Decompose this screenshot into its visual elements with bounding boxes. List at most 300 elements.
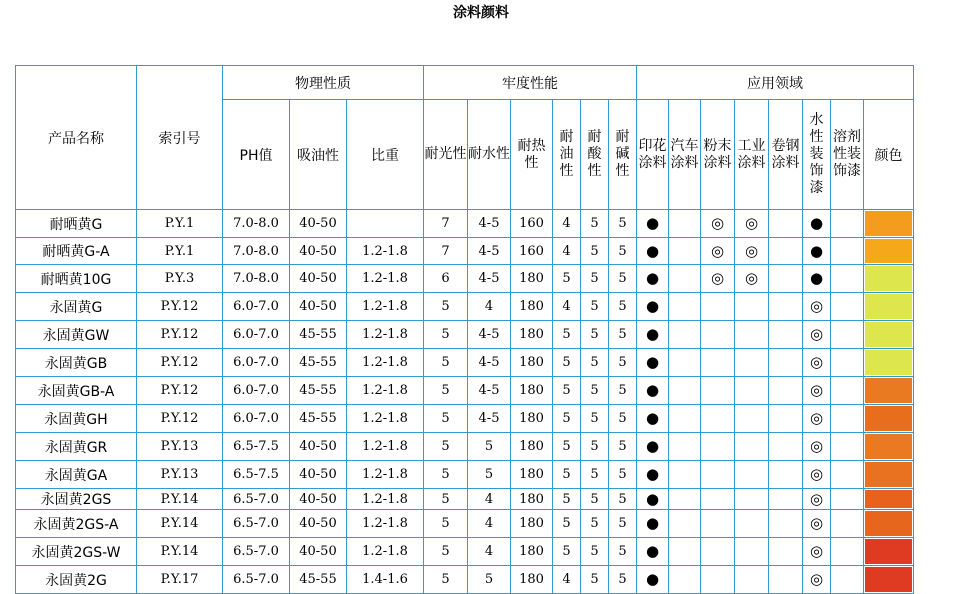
cell-sg: 1.2-1.8 — [347, 510, 424, 538]
cell-index: P.Y.13 — [137, 461, 223, 489]
cell-industrial — [735, 433, 769, 461]
cell-auto — [669, 265, 701, 293]
cell-powder — [701, 489, 735, 510]
cell-light: 5 — [424, 321, 468, 349]
cell-water: 4-5 — [468, 210, 511, 238]
cell-alkali: 5 — [609, 510, 637, 538]
header-auto: 汽车涂料 — [669, 100, 701, 210]
cell-solvent — [831, 510, 864, 538]
cell-heat: 180 — [511, 293, 553, 321]
cell-light: 5 — [424, 377, 468, 405]
color-swatch-cell — [864, 538, 914, 566]
page-title: 涂料颜料 — [453, 5, 509, 21]
cell-auto — [669, 405, 701, 433]
header-acid: 耐酸性 — [581, 100, 609, 210]
cell-name: 永固黄GW — [16, 321, 137, 349]
cell-index: P.Y.12 — [137, 321, 223, 349]
cell-powder: ◎ — [701, 210, 735, 238]
cell-index: P.Y.12 — [137, 405, 223, 433]
cell-oil-abs: 45-55 — [290, 377, 347, 405]
cell-name: 耐晒黄G — [16, 210, 137, 238]
cell-solvent — [831, 461, 864, 489]
cell-industrial — [735, 293, 769, 321]
cell-industrial — [735, 510, 769, 538]
cell-printing: ● — [637, 265, 669, 293]
cell-alkali: 5 — [609, 489, 637, 510]
color-swatch — [865, 378, 912, 403]
header-powder: 粉末涂料 — [701, 100, 735, 210]
cell-acid: 5 — [581, 377, 609, 405]
header-solvent: 溶剂性装饰漆 — [831, 100, 864, 210]
cell-name: 永固黄2GS-W — [16, 538, 137, 566]
table-row — [16, 293, 914, 321]
cell-oil: 5 — [553, 377, 581, 405]
cell-solvent — [831, 321, 864, 349]
cell-light: 5 — [424, 566, 468, 594]
cell-heat: 180 — [511, 433, 553, 461]
cell-powder: ◎ — [701, 265, 735, 293]
color-swatch — [865, 567, 912, 592]
cell-ph: 7.0-8.0 — [223, 210, 290, 238]
cell-waterborne: ◎ — [803, 433, 831, 461]
cell-ph: 7.0-8.0 — [223, 238, 290, 265]
cell-light: 5 — [424, 461, 468, 489]
cell-coil — [769, 210, 803, 238]
cell-alkali: 5 — [609, 265, 637, 293]
cell-ph: 6.5-7.5 — [223, 461, 290, 489]
cell-light: 5 — [424, 293, 468, 321]
cell-name: 永固黄GR — [16, 433, 137, 461]
cell-coil — [769, 538, 803, 566]
cell-light: 5 — [424, 510, 468, 538]
cell-printing: ● — [637, 238, 669, 265]
color-swatch-cell — [864, 210, 914, 238]
cell-solvent — [831, 433, 864, 461]
cell-heat: 180 — [511, 566, 553, 594]
cell-sg: 1.2-1.8 — [347, 433, 424, 461]
cell-auto — [669, 293, 701, 321]
cell-oil-abs: 40-50 — [290, 510, 347, 538]
table-row — [16, 349, 914, 377]
cell-oil-abs: 40-50 — [290, 265, 347, 293]
cell-industrial: ◎ — [735, 265, 769, 293]
cell-printing: ● — [637, 293, 669, 321]
header-color: 颜色 — [864, 100, 914, 210]
header-coil: 卷钢涂料 — [769, 100, 803, 210]
cell-index: P.Y.1 — [137, 210, 223, 238]
cell-ph: 7.0-8.0 — [223, 265, 290, 293]
cell-printing: ● — [637, 377, 669, 405]
color-swatch-cell — [864, 238, 914, 265]
color-swatch — [865, 406, 912, 431]
cell-name: 永固黄G — [16, 293, 137, 321]
cell-coil — [769, 349, 803, 377]
cell-oil-abs: 40-50 — [290, 433, 347, 461]
cell-ph: 6.5-7.5 — [223, 433, 290, 461]
cell-oil: 4 — [553, 566, 581, 594]
cell-index: P.Y.1 — [137, 238, 223, 265]
cell-light: 7 — [424, 238, 468, 265]
cell-industrial — [735, 405, 769, 433]
cell-light: 5 — [424, 405, 468, 433]
cell-industrial: ◎ — [735, 238, 769, 265]
cell-alkali: 5 — [609, 566, 637, 594]
color-swatch-cell — [864, 349, 914, 377]
cell-alkali: 5 — [609, 293, 637, 321]
cell-acid: 5 — [581, 538, 609, 566]
cell-ph: 6.5-7.0 — [223, 510, 290, 538]
cell-sg: 1.2-1.8 — [347, 489, 424, 510]
cell-oil: 5 — [553, 510, 581, 538]
cell-coil — [769, 238, 803, 265]
cell-coil — [769, 377, 803, 405]
cell-printing: ● — [637, 321, 669, 349]
cell-index: P.Y.13 — [137, 433, 223, 461]
header-industrial: 工业涂料 — [735, 100, 769, 210]
header-printing: 印花涂料 — [637, 100, 669, 210]
cell-alkali: 5 — [609, 433, 637, 461]
cell-auto — [669, 566, 701, 594]
cell-powder — [701, 510, 735, 538]
table-row — [16, 433, 914, 461]
color-swatch-cell — [864, 489, 914, 510]
color-swatch-cell — [864, 405, 914, 433]
cell-oil: 5 — [553, 489, 581, 510]
cell-name: 永固黄GB — [16, 349, 137, 377]
cell-heat: 180 — [511, 377, 553, 405]
cell-acid: 5 — [581, 461, 609, 489]
table-row — [16, 210, 914, 238]
header-oil-absorption: 吸油性 — [290, 100, 347, 210]
color-swatch — [865, 211, 912, 236]
table-row — [16, 265, 914, 293]
cell-printing: ● — [637, 433, 669, 461]
cell-printing: ● — [637, 510, 669, 538]
cell-acid: 5 — [581, 210, 609, 238]
cell-light: 7 — [424, 210, 468, 238]
cell-index: P.Y.12 — [137, 293, 223, 321]
cell-water: 4-5 — [468, 405, 511, 433]
color-swatch-cell — [864, 321, 914, 349]
cell-water: 5 — [468, 566, 511, 594]
cell-coil — [769, 489, 803, 510]
cell-powder — [701, 405, 735, 433]
cell-ph: 6.0-7.0 — [223, 349, 290, 377]
cell-alkali: 5 — [609, 461, 637, 489]
color-swatch — [865, 434, 912, 459]
color-swatch-cell — [864, 433, 914, 461]
header-application: 应用领域 — [637, 66, 914, 100]
cell-coil — [769, 510, 803, 538]
cell-waterborne: ◎ — [803, 538, 831, 566]
cell-heat: 180 — [511, 405, 553, 433]
cell-industrial — [735, 321, 769, 349]
cell-printing: ● — [637, 489, 669, 510]
cell-index: P.Y.14 — [137, 538, 223, 566]
cell-solvent — [831, 566, 864, 594]
cell-auto — [669, 510, 701, 538]
cell-heat: 180 — [511, 510, 553, 538]
cell-ph: 6.5-7.0 — [223, 489, 290, 510]
cell-acid: 5 — [581, 238, 609, 265]
cell-alkali: 5 — [609, 405, 637, 433]
cell-auto — [669, 321, 701, 349]
table-row — [16, 377, 914, 405]
cell-printing: ● — [637, 210, 669, 238]
cell-powder: ◎ — [701, 238, 735, 265]
cell-oil-abs: 40-50 — [290, 238, 347, 265]
cell-solvent — [831, 538, 864, 566]
cell-powder — [701, 433, 735, 461]
cell-oil-abs: 45-55 — [290, 566, 347, 594]
cell-sg: 1.2-1.8 — [347, 461, 424, 489]
cell-oil: 5 — [553, 538, 581, 566]
color-swatch — [865, 462, 912, 487]
cell-oil: 5 — [553, 461, 581, 489]
table-row — [16, 510, 914, 538]
header-oil: 耐油性 — [553, 100, 581, 210]
cell-coil — [769, 293, 803, 321]
cell-index: P.Y.12 — [137, 349, 223, 377]
cell-solvent — [831, 489, 864, 510]
cell-heat: 180 — [511, 321, 553, 349]
cell-solvent — [831, 293, 864, 321]
cell-auto — [669, 349, 701, 377]
cell-printing: ● — [637, 349, 669, 377]
cell-coil — [769, 405, 803, 433]
cell-acid: 5 — [581, 405, 609, 433]
cell-alkali: 5 — [609, 321, 637, 349]
cell-industrial — [735, 489, 769, 510]
cell-waterborne: ◎ — [803, 321, 831, 349]
color-swatch — [865, 294, 912, 319]
cell-waterborne: ◎ — [803, 405, 831, 433]
cell-name: 永固黄GH — [16, 405, 137, 433]
cell-alkali: 5 — [609, 538, 637, 566]
header-alkali: 耐碱性 — [609, 100, 637, 210]
cell-heat: 160 — [511, 210, 553, 238]
cell-powder — [701, 461, 735, 489]
cell-oil: 5 — [553, 405, 581, 433]
cell-solvent — [831, 377, 864, 405]
color-swatch-cell — [864, 510, 914, 538]
cell-water: 5 — [468, 461, 511, 489]
cell-coil — [769, 461, 803, 489]
cell-powder — [701, 377, 735, 405]
header-product-name: 产品名称 — [16, 66, 137, 210]
cell-waterborne: ◎ — [803, 510, 831, 538]
cell-sg: 1.2-1.8 — [347, 405, 424, 433]
cell-oil: 4 — [553, 238, 581, 265]
cell-solvent — [831, 349, 864, 377]
header-index-no: 索引号 — [137, 66, 223, 210]
color-swatch-cell — [864, 461, 914, 489]
color-swatch — [865, 266, 912, 291]
cell-waterborne: ◎ — [803, 349, 831, 377]
cell-water: 4-5 — [468, 265, 511, 293]
header-water: 耐水性 — [468, 100, 511, 210]
cell-water: 4-5 — [468, 349, 511, 377]
cell-heat: 180 — [511, 489, 553, 510]
cell-water: 4 — [468, 510, 511, 538]
cell-index: P.Y.17 — [137, 566, 223, 594]
cell-light: 5 — [424, 489, 468, 510]
cell-water: 4-5 — [468, 377, 511, 405]
cell-oil: 5 — [553, 265, 581, 293]
cell-heat: 180 — [511, 538, 553, 566]
cell-name: 永固黄2GS-A — [16, 510, 137, 538]
cell-solvent — [831, 238, 864, 265]
cell-sg: 1.4-1.6 — [347, 566, 424, 594]
cell-water: 4 — [468, 293, 511, 321]
cell-oil: 5 — [553, 349, 581, 377]
cell-acid: 5 — [581, 510, 609, 538]
cell-alkali: 5 — [609, 210, 637, 238]
cell-auto — [669, 538, 701, 566]
cell-alkali: 5 — [609, 377, 637, 405]
cell-name: 永固黄2GS — [16, 489, 137, 510]
cell-water: 4 — [468, 489, 511, 510]
cell-light: 5 — [424, 349, 468, 377]
cell-sg: 1.2-1.8 — [347, 377, 424, 405]
cell-water: 4-5 — [468, 238, 511, 265]
cell-waterborne: ◎ — [803, 489, 831, 510]
cell-sg: 1.2-1.8 — [347, 293, 424, 321]
cell-name: 耐晒黄G-A — [16, 238, 137, 265]
header-waterborne: 水性装饰漆 — [803, 100, 831, 210]
cell-name: 耐晒黄10G — [16, 265, 137, 293]
cell-name: 永固黄GA — [16, 461, 137, 489]
cell-industrial — [735, 349, 769, 377]
color-swatch-cell — [864, 265, 914, 293]
cell-ph: 6.0-7.0 — [223, 405, 290, 433]
table-row — [16, 538, 914, 566]
cell-waterborne: ◎ — [803, 566, 831, 594]
cell-auto — [669, 377, 701, 405]
cell-waterborne: ◎ — [803, 377, 831, 405]
cell-auto — [669, 210, 701, 238]
cell-acid: 5 — [581, 265, 609, 293]
cell-oil: 4 — [553, 210, 581, 238]
cell-name: 永固黄2G — [16, 566, 137, 594]
color-swatch — [865, 511, 912, 536]
cell-waterborne: ● — [803, 265, 831, 293]
cell-oil: 5 — [553, 433, 581, 461]
cell-powder — [701, 321, 735, 349]
cell-oil-abs: 40-50 — [290, 489, 347, 510]
cell-oil-abs: 45-55 — [290, 349, 347, 377]
cell-acid: 5 — [581, 566, 609, 594]
cell-ph: 6.0-7.0 — [223, 321, 290, 349]
cell-sg: 1.2-1.8 — [347, 538, 424, 566]
cell-coil — [769, 566, 803, 594]
cell-oil-abs: 40-50 — [290, 538, 347, 566]
cell-acid: 5 — [581, 433, 609, 461]
cell-acid: 5 — [581, 489, 609, 510]
cell-solvent — [831, 210, 864, 238]
cell-oil-abs: 45-55 — [290, 405, 347, 433]
cell-ph: 6.5-7.0 — [223, 538, 290, 566]
cell-sg — [347, 210, 424, 238]
cell-oil: 4 — [553, 293, 581, 321]
cell-index: P.Y.3 — [137, 265, 223, 293]
cell-water: 5 — [468, 433, 511, 461]
table-row — [16, 461, 914, 489]
cell-acid: 5 — [581, 293, 609, 321]
cell-heat: 180 — [511, 461, 553, 489]
cell-light: 5 — [424, 538, 468, 566]
cell-index: P.Y.12 — [137, 377, 223, 405]
cell-printing: ● — [637, 461, 669, 489]
cell-auto — [669, 489, 701, 510]
cell-heat: 160 — [511, 238, 553, 265]
cell-printing: ● — [637, 566, 669, 594]
cell-waterborne: ◎ — [803, 293, 831, 321]
cell-index: P.Y.14 — [137, 489, 223, 510]
cell-auto — [669, 238, 701, 265]
cell-ph: 6.0-7.0 — [223, 293, 290, 321]
color-swatch — [865, 239, 912, 263]
cell-oil: 5 — [553, 321, 581, 349]
color-swatch-cell — [864, 377, 914, 405]
header-fastness: 牢度性能 — [424, 66, 637, 100]
cell-sg: 1.2-1.8 — [347, 349, 424, 377]
cell-industrial — [735, 461, 769, 489]
cell-oil-abs: 40-50 — [290, 210, 347, 238]
cell-heat: 180 — [511, 265, 553, 293]
cell-industrial — [735, 566, 769, 594]
cell-name: 永固黄GB-A — [16, 377, 137, 405]
cell-waterborne: ● — [803, 210, 831, 238]
cell-auto — [669, 461, 701, 489]
cell-solvent — [831, 405, 864, 433]
table-row — [16, 489, 914, 510]
header-specific-gravity: 比重 — [347, 100, 424, 210]
cell-alkali: 5 — [609, 349, 637, 377]
header-light: 耐光性 — [424, 100, 468, 210]
header-physical: 物理性质 — [223, 66, 424, 100]
cell-heat: 180 — [511, 349, 553, 377]
cell-industrial — [735, 538, 769, 566]
cell-oil-abs: 45-55 — [290, 321, 347, 349]
cell-powder — [701, 566, 735, 594]
color-swatch — [865, 539, 912, 564]
cell-acid: 5 — [581, 349, 609, 377]
cell-powder — [701, 349, 735, 377]
cell-index: P.Y.14 — [137, 510, 223, 538]
color-swatch — [865, 490, 912, 508]
cell-powder — [701, 538, 735, 566]
header-heat: 耐热性 — [511, 100, 553, 210]
cell-coil — [769, 265, 803, 293]
cell-waterborne: ● — [803, 238, 831, 265]
cell-water: 4 — [468, 538, 511, 566]
cell-sg: 1.2-1.8 — [347, 265, 424, 293]
cell-printing: ● — [637, 538, 669, 566]
cell-sg: 1.2-1.8 — [347, 321, 424, 349]
table-row — [16, 238, 914, 265]
cell-waterborne: ◎ — [803, 461, 831, 489]
cell-powder — [701, 293, 735, 321]
cell-ph: 6.5-7.0 — [223, 566, 290, 594]
cell-light: 5 — [424, 433, 468, 461]
cell-coil — [769, 321, 803, 349]
cell-printing: ● — [637, 405, 669, 433]
color-swatch-cell — [864, 566, 914, 594]
cell-light: 6 — [424, 265, 468, 293]
cell-ph: 6.0-7.0 — [223, 377, 290, 405]
header-ph: PH值 — [223, 100, 290, 210]
